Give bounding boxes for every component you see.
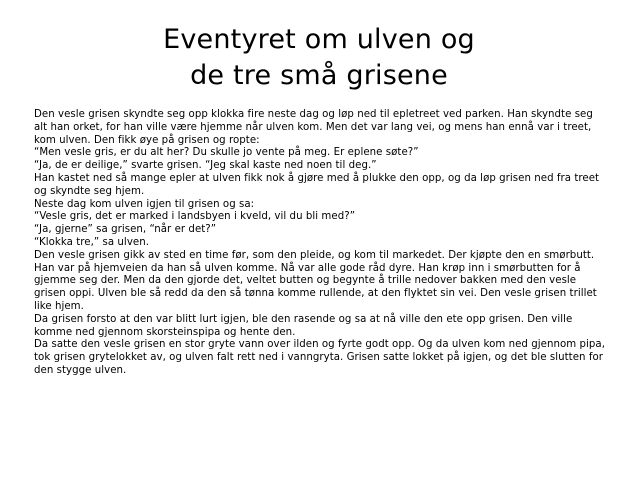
slide-title-line-1: Eventyret om ulven og bbox=[163, 24, 475, 55]
body-paragraph: “Ja, de er deilige,” svarte grisen. “Jeg skal kaste ned noen til deg.” bbox=[34, 160, 377, 172]
body-paragraph: Han kastet ned så mange epler at ulven fikk nok å gjøre med å plukke den opp, og da løp grisen ned fra treet og skyndte seg hjem. bbox=[34, 172, 600, 197]
body-paragraph: Neste dag kom ulven igjen til grisen og sa: bbox=[34, 198, 255, 210]
body-paragraph: “Men vesle gris, er du alt her? Du skulle jo vente på meg. Er eplene søte?” bbox=[34, 147, 419, 159]
body-paragraph: Den vesle grisen gikk av sted en time før, som den pleide, og kom til markedet. Der kjøpte den en smørbutt. Han var på hjemveien da han så ulven komme. Nå var alle gode råd dyre. Han krøp inn i smørbutten for å gjemme seg der. Men da den gjorde det, veltet butten og begynte å trille nedover bakken med den vesle grisen oppi. Ulven ble så redd da den så tønna komme rullende, at den flyktet sin vei. Den vesle grisen trillet like hjem. bbox=[34, 249, 597, 312]
body-paragraph: Da satte den vesle grisen en stor gryte vann over ilden og fyrte godt opp. Og da ulven kom ned gjennom pipa, tok grisen grytelokket av, og ulven falt rett ned i vanngryta. Grisen satte lokket på igjen, og det ble slutten for den stygge ulven. bbox=[34, 339, 606, 376]
slide-title-line-2: de tre små grisene bbox=[190, 60, 448, 91]
body-paragraph: Den vesle grisen skyndte seg opp klokka fire neste dag og løp ned til epletreet ved parken. Han skyndte seg alt han orket, for han ville være hjemme når ulven kom. Men det var lang vei, og mens han ennå var i treet, kom ulven. Den fikk øye på grisen og ropte: bbox=[34, 109, 593, 146]
slide-body bbox=[34, 109, 608, 378]
body-paragraph: “Ja, gjerne” sa grisen, “når er det?” bbox=[34, 224, 217, 236]
slide-title bbox=[0, 22, 638, 94]
body-paragraph: “Vesle gris, det er marked i landsbyen i kveld, vil du bli med?” bbox=[34, 211, 356, 223]
body-paragraph: “Klokka tre,” sa ulven. bbox=[34, 236, 150, 248]
body-paragraph: Da grisen forsto at den var blitt lurt igjen, ble den rasende og sa at nå ville den ete opp grisen. Den ville komme ned gjennom skorsteinspipa og hente den. bbox=[34, 313, 573, 338]
